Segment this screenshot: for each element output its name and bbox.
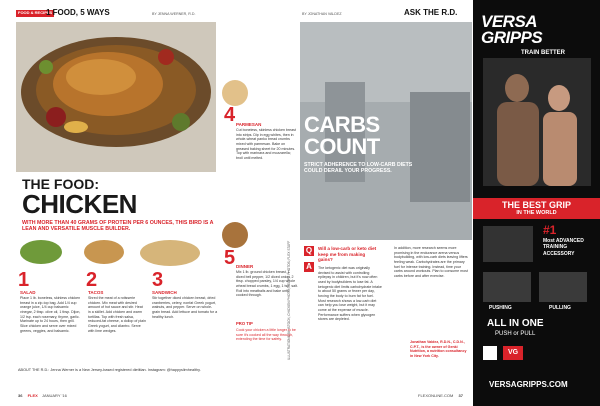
recipe-body: Shred the meat of a rotisserie chicken. Mix meat with desired amount of hot sauce and stir. Heat in a skillet. Add chicken and warm tortillas. Top with fresh salsa, reduced-fat cheese, a dollop of plain Greek yogurt, and cilantro. Serve with lime wedges.: [88, 296, 146, 333]
ad-rank-desc: Most ADVANCED TRAINING ACCESSORY: [543, 238, 584, 257]
byline: BY JENNA WERNER, R.D.: [152, 12, 196, 16]
recipe-body: Place 1 lb. boneless, skinless chicken breast in a zip-top bag. Add 1/4 cup orange juice, 1/4 cup balsamic vinegar, 2 tbsp. olive oil, 1 tbsp. Dijon, 1/2 tsp. each rosemary, thyme, garlic. Marinate up to 24 hours, then grill. Slice chicken and serve over mixed greens, veggies, and balsamic.: [20, 296, 81, 333]
question-text: Will a low-carb or keto diet keep me from making gains?: [318, 246, 377, 262]
recipe-body: Cut boneless, skinless chicken breast into strips. Dip in egg whites, then in whole-wheat panko bread crumbs mixed with parmesan. Bake on greased baking sheet for 20 minutes. Top with marinara and mozzarella; broil until melted.: [236, 128, 296, 161]
ad-brand-line2: GRIPPS: [481, 28, 543, 47]
section-title: ASK THE R.D.: [404, 8, 458, 17]
magazine-name: FLEX: [27, 393, 38, 398]
recipe-number: 4: [224, 104, 236, 126]
author-bio: Jonathan Valdez, R.D.N., C.D.N., C.P.T., is the owner of Genki Nutrition, a nutrition consultancy in New York City.: [410, 340, 467, 359]
ad-brand-line1: VERSA: [481, 12, 538, 31]
pulling-image: [539, 272, 587, 302]
answer-label: A: [304, 262, 314, 272]
recipe-body: Stir together diced chicken breast, dried cranberries, celery, nonfat Greek yogurt, walnuts, and pepper. Serve on whole-grain bread. Add lettuce and tomato for a healthy lunch.: [152, 296, 218, 319]
ad-website: VERSAGRIPPS.COM: [489, 380, 568, 389]
carbs-subtitle: STRICT ADHERENCE TO LOW-CARB DIETS COULD DERAIL YOUR PROGRESS.: [304, 162, 413, 175]
carbs-background-image: [300, 22, 472, 240]
parmesan-image: [222, 80, 248, 106]
recipe-number: 2: [86, 269, 98, 291]
issue-date: JANUARY '16: [41, 393, 67, 398]
carbs-title-line2: COUNT: [304, 134, 380, 159]
recipe-name: DINNER: [236, 264, 254, 269]
section-badge: FOOD & RECIPES: [18, 10, 53, 15]
recipe-name: TACOS: [88, 290, 104, 295]
chicken-photo: [16, 22, 216, 172]
ad-label-pushing: PUSHING: [489, 305, 512, 311]
ad-logo: VG: [503, 346, 523, 360]
qr-code: [483, 346, 497, 360]
left-page: [0, 0, 220, 406]
pushing-image: [483, 272, 531, 302]
grip-product-image: [483, 226, 533, 262]
page-number: 37: [458, 393, 463, 398]
ad-push-pull: PUSH or PULL: [495, 331, 536, 337]
athletes-photo: [483, 58, 591, 186]
byline: BY JONATHAN VALDEZ: [302, 12, 342, 16]
recipe-body: Mix 1 lb. ground chicken breast, 1 diced bell pepper, 1/2 diced onion, 2 tbsp. chopped parsley, 1/4 cup whole wheat bread crumbs, 1 egg, 1 tsp. salt. Roll into meatballs and bake until cooked through.: [236, 270, 298, 298]
recipe-number: 5: [224, 247, 236, 269]
ad-label-pulling: PULLING: [549, 305, 571, 311]
versagripps-ad: [473, 0, 600, 406]
recipe-name: PARMESAN: [236, 122, 262, 127]
answer-column-1: The ketogenic diet was originally devised to assist with controlling epilepsy in children, but it's now often used by bodybuilders to lose fat. A ketogenic diet limits carbohydrate intake to about 50 grams or fewer per day, forcing the body to burn fat for fuel. Most research shows a low-carb diet can help you lose weight, but it may come at the expense of muscle. Performance suffers when glycogen stores are depleted.: [318, 266, 382, 322]
food-subtitle: WITH MORE THAN 40 GRAMS OF PROTEIN PER 6 OUNCES, THIS BIRD IS A LEAN AND VERSATILE MUSCLE BUILDER.: [22, 220, 214, 233]
website: FLEXONLINE.COM: [418, 393, 454, 398]
salad-image: [20, 240, 62, 264]
roast-chicken-image: [16, 22, 216, 172]
pro-tip-label: PRO TIP: [236, 321, 253, 326]
left-folio: [18, 393, 67, 398]
page-number: 36: [18, 393, 23, 398]
recipe-number: 1: [18, 269, 30, 291]
tacos-image: [84, 240, 124, 264]
ad-all-in-one: ALL IN ONE: [487, 318, 544, 329]
section-title: 1 FOOD, 5 WAYS: [46, 8, 110, 17]
carbs-title-line1: CARBS: [304, 112, 380, 137]
recipe-name: SANDWICH: [152, 290, 177, 295]
answer-column-2: In addition, more research seems more promising in the endurance arena versus bodybuilding, with low-carb diets leaving lifters feeling weak. Carbohydrates are the primary fuel for intense training. Instead, time your carbs around workouts. Plan to consume most carbs before and after exercise.: [394, 246, 468, 279]
question-label: Q: [305, 246, 313, 255]
sandwich-image: [140, 240, 200, 266]
pro-tip-body: Cook your chicken a little longer to be sure it's cooked all the way through, extending the time for safety.: [236, 328, 296, 342]
food-title-line1: THE FOOD:: [22, 176, 99, 192]
food-title-line2: CHICKEN: [22, 189, 137, 219]
right-folio: [418, 393, 463, 398]
ad-banner-line1: THE BEST GRIP: [501, 200, 571, 210]
ad-tagline: TRAIN BETTER: [521, 50, 565, 56]
photo-credit: ILLUSTRATIONS BY ISTOCK; CHICKEN PHOTO; RECIPE PHOTOS; FLEX STAFF: [287, 240, 291, 360]
ad-banner-line2: IN THE WORLD: [516, 210, 557, 217]
ad-banner: [473, 198, 600, 219]
ad-rank: #1: [543, 223, 557, 237]
recipe-number: 3: [152, 269, 164, 291]
recipe-name: SALAD: [20, 290, 36, 295]
about-text: ABOUT THE R.D.: Jenna Werner is a New Jersey-based registered dietitian. Instagram: @happyslimhealthy.: [18, 368, 201, 372]
dinner-image: [222, 222, 248, 248]
